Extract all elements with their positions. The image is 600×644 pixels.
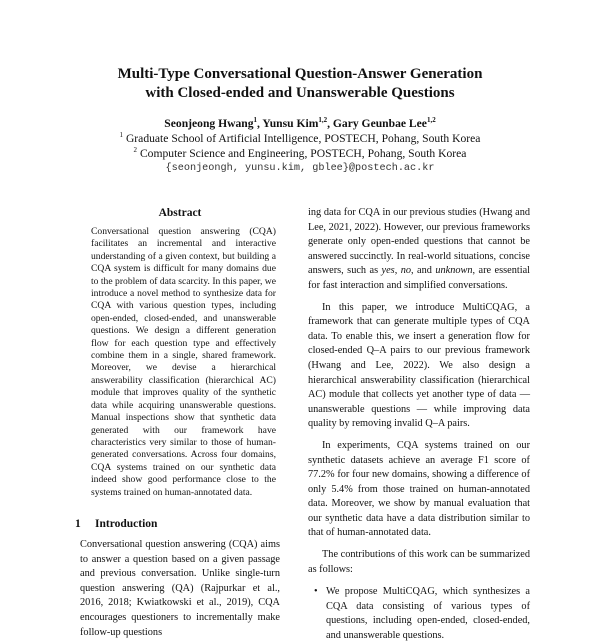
author-2-sup: 1,2 xyxy=(318,116,328,125)
paragraph-previous-studies xyxy=(308,206,530,294)
paragraph-part: ing data for CQA in our previous studies (Hwang and Lee, 2021, 2022). However, our previous frameworks generate only open-ended questions that cannot be answered succinctly. In real-world situations, concise answers, such as xyxy=(308,207,530,277)
section-title: Introduction xyxy=(95,517,158,530)
affiliation-2-text: Computer Science and Engineering, POSTECH, Pohang, South Korea xyxy=(139,147,467,160)
separator: , xyxy=(394,265,401,277)
author-3-sup: 1,2 xyxy=(426,116,436,125)
section-number: 1 xyxy=(75,517,81,530)
title-line-1: Multi-Type Conversational Question-Answer Generation xyxy=(117,66,483,82)
right-column xyxy=(308,206,530,644)
author-emails: {seonjeongh, yunsu.kim, gblee}@postech.ac.kr xyxy=(165,163,435,174)
author-1-sup: 1 xyxy=(253,116,258,125)
author-names: Seonjeong Hwang$^1$, Yunsu Kim$^{1,2}$, Gary Geunbae Lee$^{1,2}$ xyxy=(164,116,436,130)
affiliation-2 xyxy=(60,146,540,161)
paper-title xyxy=(60,65,540,103)
affiliation-1 xyxy=(60,131,540,146)
contribution-bullet xyxy=(314,585,530,643)
affiliation-1-text: Graduate School of Artificial Intelligence, POSTECH, Pohang, South Korea xyxy=(125,132,481,145)
author-block xyxy=(60,116,540,176)
term-unknown: unknown xyxy=(435,265,473,277)
author-1: Seonjeong Hwang xyxy=(164,117,254,130)
paragraph-contributions: The contributions of this work can be summarized as follows: xyxy=(308,549,530,575)
author-2: Yunsu Kim xyxy=(262,117,319,130)
left-column xyxy=(75,206,280,640)
section-heading-introduction xyxy=(75,517,280,531)
affiliation-2-sup: 2 xyxy=(133,146,138,155)
paragraph-multicqag: In this paper, we introduce MultiCQAG, a framework that can generate multiple types of CQA data. To enable this, we insert a generation flow for closed-ended Q–A pairs to our previous framework (Hwang and Lee, 2022). We also design a hierarchical answerability classification (hierarchical AC) module that collects yet another type of data — unanswerable questions — while improving data quality by removing invalid Q–A pairs. xyxy=(308,301,530,430)
title-line-2: with Closed-ended and Unanswerable Questions xyxy=(145,85,455,101)
author-3: Gary Geunbae Lee xyxy=(332,117,427,130)
separator: , and xyxy=(411,265,436,277)
affiliation-1-sup: 1 xyxy=(119,131,124,140)
paragraph-experiments: In experiments, CQA systems trained on our synthetic datasets achieve an average F1 score of 77.2% for four new domains, showing a difference of only 5.4% from those trained on human-annotated data. Moreover, we show by manual evaluation that our synthetic data have a data distribution similar to that of human-annotated data. xyxy=(308,439,530,539)
bullet-marker: • xyxy=(314,586,318,598)
bullet-text: We propose MultiCQAG, which synthesizes a CQA data consisting of various types of questions, including open-ended, closed-ended, and unanswerable questions. xyxy=(326,586,530,642)
term-no: no xyxy=(400,265,411,277)
abstract-heading: Abstract xyxy=(158,207,202,219)
paragraph-part: , are essential for fast interaction and simplified conversations. xyxy=(308,265,530,291)
introduction-text: Conversational question answering (CQA) aims to answer a question based on a given passage and previous conversation. Unlike single-turn question answering (QA) (Rajpurkar et al., 2016, 2018; Kwiatkowski et al., 2019), CQA encourages questioners to incrementally make follow-up questions xyxy=(80,538,280,638)
term-yes: yes xyxy=(381,265,395,277)
abstract-text: Conversational question answering (CQA) facilitates an incremental and interactive understanding of a given context, but building a CQA system is difficult for many domains due to the problem of data scarcity. In this paper, we introduce a novel method to synthesize data for CQA with various question types, including open-ended, closed-ended, and unanswerable questions. We design a different generation flow for each question type and effectively combine them in a single, shared framework. Moreover, we devise a hierarchical answerability classification (hierarchical AC) module that improves quality of the synthetic data while acquiring unanswerable questions. Manual inspections show that synthetic data generated with our framework have characteristics very similar to those of human-generated conversations. Across four domains, CQA systems trained on our synthetic data indeed show good performance close to the systems trained on human-annotated data. xyxy=(91,226,276,498)
